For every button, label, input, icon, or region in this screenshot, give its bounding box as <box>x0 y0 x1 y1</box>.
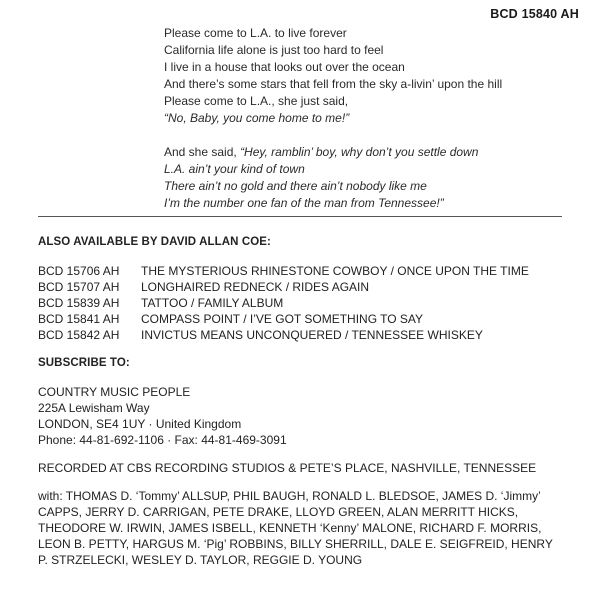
personnel-credit: with: THOMAS D. ‘Tommy’ ALLSUP, PHIL BAUGH, RONALD L. BLEDSOE, JAMES D. ‘Jimmy’ CAPPS, JERRY D. CARRIGAN, PETE DRAKE, LLOYD GREEN, ALAN MERRITT HICKS, THEODORE W. IRWIN, JAMES ISBELL, KENNETH ‘Kenny’ MALONE, RICHARD F. MORRIS, LEON B. PETTY, HARGUS M. ‘Pig’ ROBBINS, BILLY SHERRILL, DALE E. SEIGFREID, HENRY P. STRZELECKI, WESLEY D. TAYLOR, REGGIE D. YOUNG <box>38 489 553 567</box>
catalog-number: BCD 15840 AH <box>490 7 579 21</box>
release-catno: BCD 15706 AH <box>38 264 120 278</box>
lyric-italic: “Hey, ramblin’ boy, why don’t you settle down <box>240 145 479 159</box>
release-catno: BCD 15841 AH <box>38 312 120 326</box>
release-catno: BCD 15707 AH <box>38 280 120 294</box>
lyric-line: And there’s some stars that fell from the sky a-livin’ upon the hill <box>164 77 503 91</box>
lyric-line: I’m the number one fan of the man from Tennessee!” <box>164 196 444 210</box>
release-title: COMPASS POINT / I’VE GOT SOMETHING TO SAY <box>141 312 424 326</box>
address-line: LONDON, SE4 1UY · United Kingdom <box>38 417 242 431</box>
lyric-plain: And she said, <box>164 145 241 159</box>
release-title: TATTOO / FAMILY ALBUM <box>141 296 284 310</box>
release-row <box>38 263 558 279</box>
lyric-line: There ain’t no gold and there ain’t nobody like me <box>164 179 427 193</box>
also-available-heading: ALSO AVAILABLE BY DAVID ALLAN COE: <box>38 236 271 248</box>
lyric-line: “No, Baby, you come home to me!” <box>164 111 350 125</box>
release-list <box>38 263 558 343</box>
stanza-break <box>164 127 502 144</box>
subscribe-heading: SUBSCRIBE TO: <box>38 357 130 369</box>
release-catno: BCD 15839 AH <box>38 296 120 310</box>
lyrics-block <box>164 25 502 212</box>
release-title: INVICTUS MEANS UNCONQUERED / TENNESSEE WHISKEY <box>141 328 483 342</box>
address-line: Phone: 44-81-692-1106 · Fax: 44-81-469-3091 <box>38 433 287 447</box>
recording-credit: RECORDED AT CBS RECORDING STUDIOS & PETE’S PLACE, NASHVILLE, TENNESSEE <box>38 461 537 475</box>
release-title: LONGHAIRED REDNECK / RIDES AGAIN <box>141 280 370 294</box>
release-row <box>38 311 558 327</box>
liner-notes <box>38 234 558 568</box>
release-row <box>38 295 558 311</box>
divider <box>38 216 562 217</box>
subscribe-address <box>38 384 558 448</box>
lyric-line: Please come to L.A. to live forever <box>164 26 347 40</box>
release-row <box>38 327 558 343</box>
lyric-line <box>164 144 502 161</box>
lyric-line: L.A. ain’t your kind of town <box>164 162 305 176</box>
lyric-line: Please come to L.A., she just said, <box>164 94 349 108</box>
address-line: 225A Lewisham Way <box>38 401 150 415</box>
release-catno: BCD 15842 AH <box>38 328 120 342</box>
lyric-line: California life alone is just too hard to feel <box>164 43 384 57</box>
release-title: THE MYSTERIOUS RHINESTONE COWBOY / ONCE UPON THE TIME <box>141 264 529 278</box>
lyric-line: I live in a house that looks out over the ocean <box>164 60 405 74</box>
release-row <box>38 279 558 295</box>
address-line: COUNTRY MUSIC PEOPLE <box>38 385 191 399</box>
